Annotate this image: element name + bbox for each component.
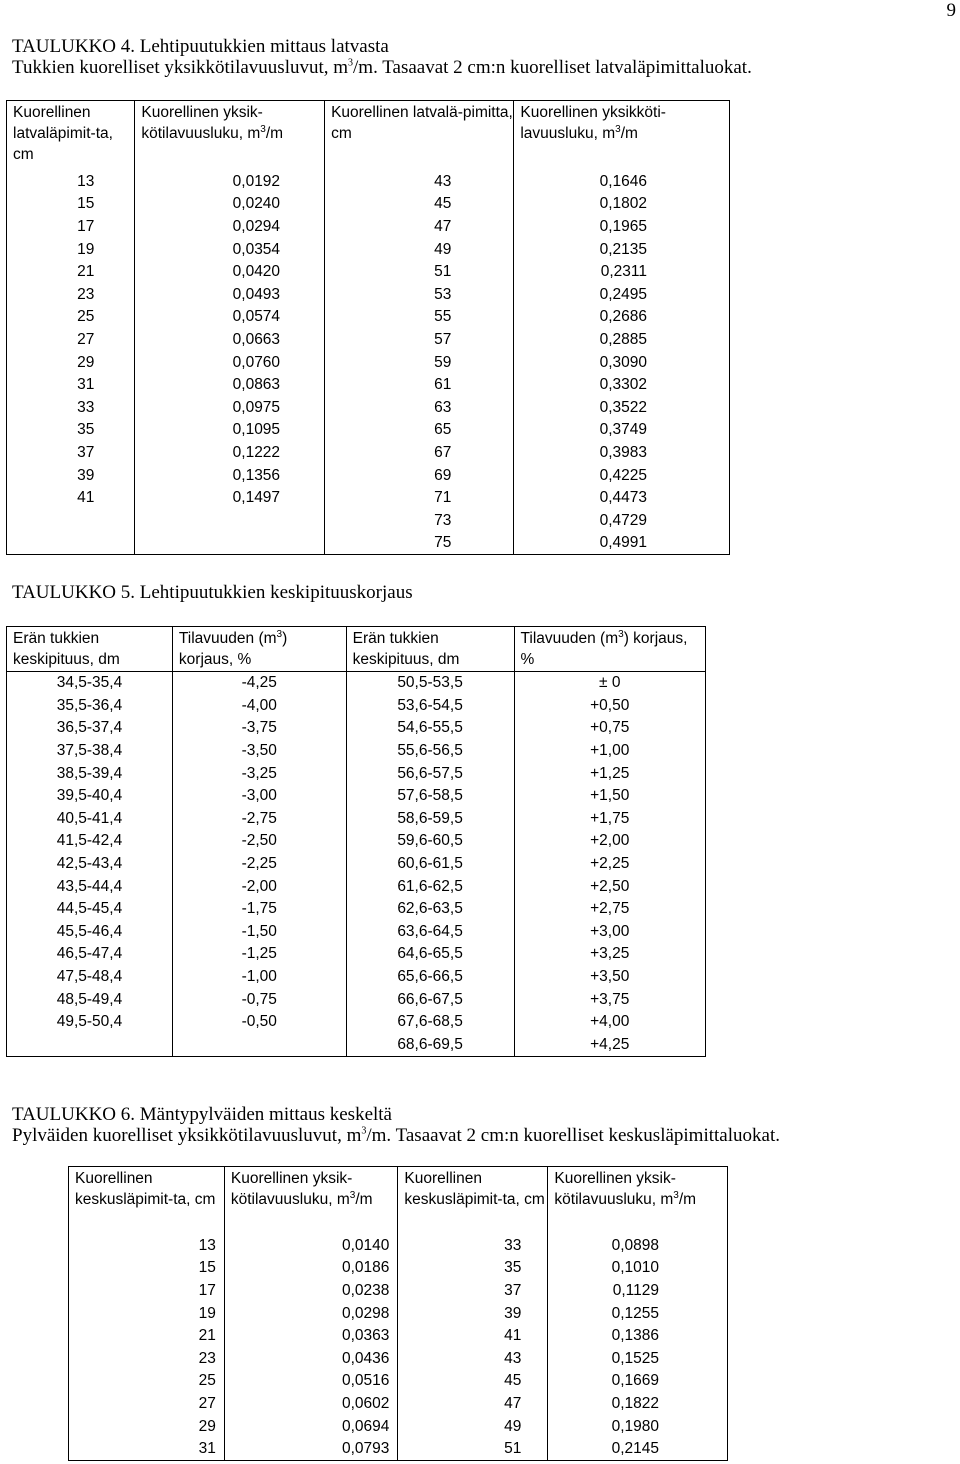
table5-caption: TAULUKKO 5. Lehtipuutukkien keskipituuskorjaus: [12, 582, 413, 603]
table4-cell: [7, 532, 135, 555]
table5-cell: 47,5-48,4: [7, 966, 173, 989]
table6-cell: 0,1386: [611, 1327, 659, 1345]
table5-cell: +1,75: [590, 809, 630, 827]
table6-cell: 15: [69, 1257, 225, 1280]
table5-cell: 54,6-55,5: [346, 717, 514, 740]
table5-cell: 56,6-57,5: [346, 762, 514, 785]
table4-cell: 0,0574: [135, 306, 325, 329]
table4-cell: 0,0240: [135, 193, 325, 216]
table5-cell: +1,00: [590, 742, 630, 760]
table4-cell: 39: [7, 464, 135, 487]
table5-cell: 61,6-62,5: [346, 875, 514, 898]
table4-cell: 33: [7, 396, 135, 419]
table6-header-row: [69, 1167, 728, 1235]
table5-cell: 38,5-39,4: [7, 762, 173, 785]
table5-cell: 44,5-45,4: [7, 898, 173, 921]
table6-header-diameter: Kuorellinen keskusläpimit-ta, cm: [69, 1167, 225, 1235]
table4-cell: 53: [325, 283, 514, 306]
table5-cell: +2,00: [590, 832, 630, 850]
table6-cell: 0,0602: [224, 1393, 398, 1416]
table5-row: [7, 695, 706, 718]
table5-cell: 68,6-69,5: [346, 1034, 514, 1057]
table6-row: [69, 1347, 728, 1370]
table4-cell: 0,2311: [600, 263, 647, 281]
table6-header-volume: Kuorellinen yksik-kötilavuusluku, $m^3/m$: [224, 1167, 398, 1235]
table4-cell: 75: [325, 532, 514, 555]
table4-row: [7, 238, 730, 261]
table4-cell: 25: [7, 306, 135, 329]
table4-row: [7, 442, 730, 465]
table5-row: [7, 875, 706, 898]
table4-cell: 0,2885: [599, 330, 647, 348]
table4-subtitle: Tukkien kuorelliset yksikkötilavuusluvut, $m^3/m$. Tasaavat 2 cm:n kuorelliset latvaläpimittaluokat.: [12, 57, 752, 78]
table4-cell: 43: [325, 171, 514, 194]
table5-cell: 50,5-53,5: [346, 672, 514, 695]
table4-cell: 17: [7, 216, 135, 239]
table4-cell: 0,1646: [599, 172, 647, 190]
table4-cell: 35: [7, 419, 135, 442]
table6-cell: 33: [398, 1235, 548, 1258]
table6: [68, 1166, 728, 1461]
table4-title: TAULUKKO 4. Lehtipuutukkien mittaus latvasta: [12, 36, 389, 57]
table6-cell: 0,1255: [611, 1304, 659, 1322]
table4-cell: 0,4991: [599, 534, 647, 552]
table4: [6, 100, 730, 555]
table6-header-volume-2: Kuorellinen yksik-kötilavuusluku, $m^3/m$: [554, 1170, 697, 1208]
table6-cell: 13: [69, 1235, 225, 1258]
table6-cell: 21: [69, 1325, 225, 1348]
table6-cell: 0,0363: [224, 1325, 398, 1348]
table5-cell: +2,50: [590, 877, 630, 895]
table5: [6, 626, 706, 1057]
table5-cell: +3,25: [590, 945, 630, 963]
table5-cell: [172, 1034, 346, 1057]
table5-cell: -3,75: [172, 717, 346, 740]
table5-cell: 64,6-65,5: [346, 943, 514, 966]
table4-cell: 73: [325, 509, 514, 532]
table5-cell: 34,5-35,4: [7, 672, 173, 695]
table4-cell: 0,0294: [135, 216, 325, 239]
table5-cell: 67,6-68,5: [346, 1011, 514, 1034]
table4-cell: 0,2495: [599, 285, 647, 303]
table5-cell: +0,50: [590, 696, 630, 714]
table5-row: [7, 785, 706, 808]
table5-header-row: [7, 627, 706, 672]
table4-row: [7, 216, 730, 239]
table4-cell: 0,2686: [599, 308, 647, 326]
table6-row: [69, 1280, 728, 1303]
table5-row: [7, 762, 706, 785]
table4-row: [7, 261, 730, 284]
table5-row: [7, 898, 706, 921]
table5-cell: -1,75: [172, 898, 346, 921]
table5-header-length: Erän tukkien keskipituus, dm: [7, 627, 173, 672]
table6-cell: 29: [69, 1415, 225, 1438]
table4-cell: 0,3983: [599, 443, 647, 461]
table6-cell: 0,0694: [224, 1415, 398, 1438]
table5-cell: ± 0: [599, 674, 621, 692]
table5-header-correction-2: Tilavuuden $(m^3)$ korjaus, %: [514, 627, 706, 672]
table6-cell: 39: [398, 1302, 548, 1325]
table5-cell: 57,6-58,5: [346, 785, 514, 808]
page-number: 9: [946, 0, 956, 21]
table4-cell: 0,0760: [135, 351, 325, 374]
table6-row: [69, 1325, 728, 1348]
table5-row: [7, 830, 706, 853]
table5-cell: [7, 1034, 173, 1057]
table5-cell: +3,50: [590, 968, 630, 986]
table4-row: [7, 396, 730, 419]
table6-cell: 0,1010: [611, 1259, 659, 1277]
table6-cell: 0,1669: [611, 1372, 659, 1390]
table4-cell: 47: [325, 216, 514, 239]
table5-header-length-2: Erän tukkien keskipituus, dm: [346, 627, 514, 672]
table6-cell: 27: [69, 1393, 225, 1416]
table5-cell: -1,50: [172, 921, 346, 944]
table5-cell: 53,6-54,5: [346, 695, 514, 718]
table6-cell: 0,0298: [224, 1302, 398, 1325]
table4-cell: 0,1802: [599, 195, 647, 213]
table5-cell: 40,5-41,4: [7, 808, 173, 831]
table5-cell: -2,50: [172, 830, 346, 853]
table5-cell: 63,6-64,5: [346, 921, 514, 944]
table5-row: [7, 966, 706, 989]
table6-cell: 0,0140: [224, 1235, 398, 1258]
table4-cell: 57: [325, 329, 514, 352]
table6-cell: 49: [398, 1415, 548, 1438]
table5-cell: +1,50: [590, 787, 630, 805]
table4-row: [7, 487, 730, 510]
table4-cell: 0,4729: [599, 511, 647, 529]
table6-cell: 0,1822: [611, 1394, 659, 1412]
table4-row: [7, 532, 730, 555]
table5-cell: 66,6-67,5: [346, 988, 514, 1011]
table4-cell: 45: [325, 193, 514, 216]
table5-body: [7, 672, 706, 1057]
table5-row: [7, 988, 706, 1011]
table5-cell: +4,00: [590, 1013, 630, 1031]
table4-cell: 0,1356: [135, 464, 325, 487]
table6-cell: 17: [69, 1280, 225, 1303]
table5-cell: +3,00: [590, 922, 630, 940]
table4-cell: 0,2135: [599, 240, 647, 258]
table4-cell: [135, 532, 325, 555]
table5-cell: +0,75: [590, 719, 630, 737]
table4-cell: 0,3749: [599, 421, 647, 439]
table4-cell: 29: [7, 351, 135, 374]
table5-cell: 36,5-37,4: [7, 717, 173, 740]
table4-row: [7, 351, 730, 374]
table4-cell: [135, 509, 325, 532]
table6-row: [69, 1393, 728, 1416]
table4-cell: 69: [325, 464, 514, 487]
table4-cell: 37: [7, 442, 135, 465]
table6-cell: 35: [398, 1257, 548, 1280]
table4-cell: 63: [325, 396, 514, 419]
table6-title: TAULUKKO 6. Mäntypylväiden mittaus keskeltä: [12, 1104, 392, 1125]
table5-cell: 39,5-40,4: [7, 785, 173, 808]
table5-cell: +1,25: [590, 764, 630, 782]
table4-row: [7, 509, 730, 532]
table4-row: [7, 374, 730, 397]
table6-cell: 0,0186: [224, 1257, 398, 1280]
table5-cell: +2,75: [590, 900, 630, 918]
table6-cell: 0,1129: [612, 1281, 659, 1299]
table4-header-row: [7, 101, 730, 171]
table6-cell: 31: [69, 1438, 225, 1461]
table4-header-volume: Kuorellinen yksik-kötilavuusluku, $m^3/m$: [135, 101, 325, 171]
table5-cell: -2,25: [172, 853, 346, 876]
table5-cell: 65,6-66,5: [346, 966, 514, 989]
table5-cell: -2,00: [172, 875, 346, 898]
table4-header-diameter-2: Kuorellinen latvalä-pimitta, cm: [325, 101, 514, 171]
table4-cell: 0,3302: [599, 376, 647, 394]
table6-caption: [12, 1104, 780, 1146]
table4-header-diameter: Kuorellinen latvaläpimit-ta, cm: [7, 101, 135, 171]
table6-row: [69, 1415, 728, 1438]
table4-cell: 27: [7, 329, 135, 352]
table6-body: [69, 1235, 728, 1461]
table4-cell: 0,1497: [135, 487, 325, 510]
table4-cell: 59: [325, 351, 514, 374]
table6-cell: 0,0436: [224, 1347, 398, 1370]
table4-cell: 41: [7, 487, 135, 510]
table5-cell: 58,6-59,5: [346, 808, 514, 831]
table6-cell: 41: [398, 1325, 548, 1348]
table5-cell: 62,6-63,5: [346, 898, 514, 921]
table5-cell: -1,00: [172, 966, 346, 989]
table4-cell: 0,1095: [135, 419, 325, 442]
table6-cell: 45: [398, 1370, 548, 1393]
table4-cell: 0,3090: [599, 353, 647, 371]
table4-row: [7, 464, 730, 487]
table5-cell: +2,25: [590, 855, 630, 873]
table4-cell: 65: [325, 419, 514, 442]
table5-cell: -4,00: [172, 695, 346, 718]
table5-cell: 59,6-60,5: [346, 830, 514, 853]
table4-cell: 0,0420: [135, 261, 325, 284]
table4-cell: 0,0192: [135, 171, 325, 194]
table4-body: [7, 171, 730, 555]
table6-row: [69, 1438, 728, 1461]
table6-cell: 0,0238: [224, 1280, 398, 1303]
table6-cell: 0,2145: [611, 1439, 659, 1457]
table5-row: [7, 1034, 706, 1057]
table5-cell: 46,5-47,4: [7, 943, 173, 966]
table5-row: [7, 853, 706, 876]
table5-row: [7, 740, 706, 763]
table4-caption: [12, 36, 752, 78]
table4-cell: 71: [325, 487, 514, 510]
table5-cell: -3,50: [172, 740, 346, 763]
table6-row: [69, 1302, 728, 1325]
table6-cell: 0,0516: [224, 1370, 398, 1393]
table4-cell: 0,0975: [135, 396, 325, 419]
table5-cell: 41,5-42,4: [7, 830, 173, 853]
table4-cell: 0,0493: [135, 283, 325, 306]
table4-row: [7, 306, 730, 329]
table6-cell: 25: [69, 1370, 225, 1393]
table5-cell: 45,5-46,4: [7, 921, 173, 944]
table4-cell: 0,1222: [135, 442, 325, 465]
table4-row: [7, 171, 730, 194]
table5-cell: +3,75: [590, 990, 630, 1008]
table4-cell: 61: [325, 374, 514, 397]
table4-cell: 19: [7, 238, 135, 261]
table6-row: [69, 1257, 728, 1280]
table5-cell: -0,75: [172, 988, 346, 1011]
table5-cell: -0,50: [172, 1011, 346, 1034]
table4-header-volume-2: Kuorellinen yksikköti-lavuusluku, $m^3/m$: [520, 104, 666, 142]
table4-cell: 67: [325, 442, 514, 465]
table6-subtitle: Pylväiden kuorelliset yksikkötilavuusluvut, $m^3/m$. Tasaavat 2 cm:n kuorelliset keskusläpimittaluokat.: [12, 1125, 780, 1146]
table4-row: [7, 283, 730, 306]
table4-cell: 0,1965: [599, 217, 647, 235]
table4-cell: 55: [325, 306, 514, 329]
table5-cell: 55,6-56,5: [346, 740, 514, 763]
table5-cell: 42,5-43,4: [7, 853, 173, 876]
table4-cell: 0,0863: [135, 374, 325, 397]
table6-cell: 0,0793: [224, 1438, 398, 1461]
table4-cell: 0,4225: [599, 466, 647, 484]
table4-cell: 49: [325, 238, 514, 261]
table5-row: [7, 808, 706, 831]
table5-cell: -1,25: [172, 943, 346, 966]
table4-cell: 31: [7, 374, 135, 397]
table6-cell: 23: [69, 1347, 225, 1370]
table4-row: [7, 329, 730, 352]
table5-header-correction: Tilavuuden $(m^3)$ korjaus, %: [172, 627, 346, 672]
table4-cell: 0,0663: [135, 329, 325, 352]
table4-cell: 21: [7, 261, 135, 284]
table4-row: [7, 419, 730, 442]
table6-cell: 47: [398, 1393, 548, 1416]
table4-cell: [7, 509, 135, 532]
table5-cell: 49,5-50,4: [7, 1011, 173, 1034]
table4-cell: 23: [7, 283, 135, 306]
table6-cell: 37: [398, 1280, 548, 1303]
table4-cell: 0,3522: [599, 398, 647, 416]
table5-cell: -3,25: [172, 762, 346, 785]
table5-cell: -3,00: [172, 785, 346, 808]
table6-row: [69, 1370, 728, 1393]
table6-cell: 19: [69, 1302, 225, 1325]
table5-cell: +4,25: [590, 1035, 630, 1053]
table4-cell: 0,4473: [599, 489, 647, 507]
table5-cell: 48,5-49,4: [7, 988, 173, 1011]
table5-row: [7, 717, 706, 740]
table5-row: [7, 672, 706, 695]
table6-header-diameter-2: Kuorellinen keskusläpimit-ta, cm: [398, 1167, 548, 1235]
table6-cell: 0,1980: [611, 1417, 659, 1435]
table5-row: [7, 943, 706, 966]
table6-row: [69, 1235, 728, 1258]
table6-cell: 0,0898: [611, 1236, 659, 1254]
table5-row: [7, 921, 706, 944]
table6-cell: 0,1525: [611, 1349, 659, 1367]
table4-cell: 13: [7, 171, 135, 194]
table6-cell: 43: [398, 1347, 548, 1370]
table5-cell: -4,25: [172, 672, 346, 695]
table5-cell: 37,5-38,4: [7, 740, 173, 763]
table5-cell: 60,6-61,5: [346, 853, 514, 876]
table5-row: [7, 1011, 706, 1034]
table5-cell: 43,5-44,4: [7, 875, 173, 898]
table6-cell: 51: [398, 1438, 548, 1461]
table5-cell: -2,75: [172, 808, 346, 831]
table4-cell: 51: [325, 261, 514, 284]
table4-cell: 0,0354: [135, 238, 325, 261]
table5-cell: 35,5-36,4: [7, 695, 173, 718]
table4-row: [7, 193, 730, 216]
table4-cell: 15: [7, 193, 135, 216]
